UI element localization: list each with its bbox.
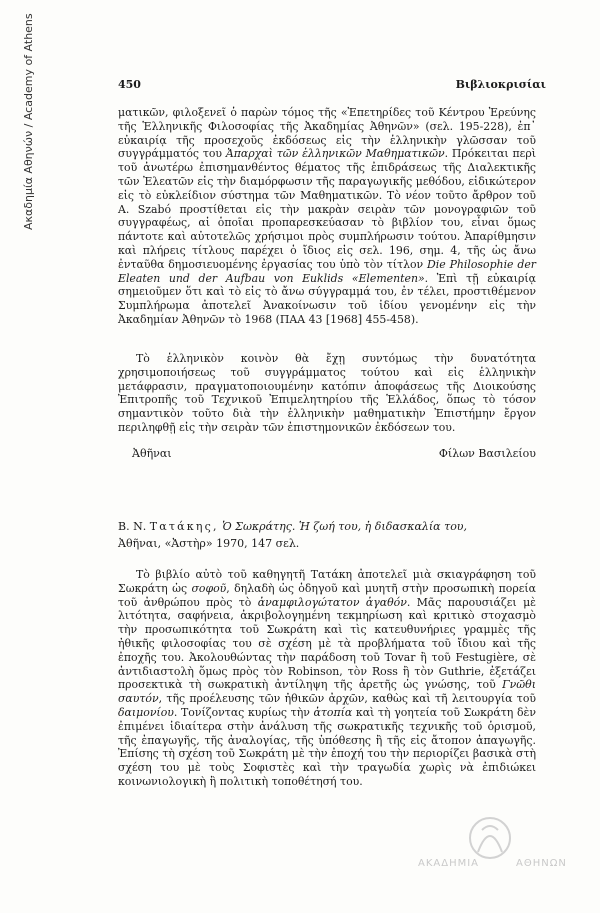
text-run: καὶ τὴ γοητεία τοῦ Σωκράτη δὲν ἐπιμένει ἰδιαίτερα στὴν ἀνάλυση τῆς σωκρατικῆς τεχνικῆς τοῦ ὁρισμοῦ, τῆς ἐπαγωγῆς, τῆς ἀναλογίας, τῆς ὑπόθεσης ἢ τῆς εἰς ἄτοπον ἀπαγωγῆς. Ἐπίσης τὴ σχέση τοῦ Σωκράτη μὲ τὴν ἐποχή του τὴν περιορίζει βασικὰ στὴ σχέση του μὲ τοὺς Σοφιστὲς καὶ τὴν τραγωδία χωρὶς νὰ ἐπιδιώκει κοινωνιολογικὴ ἢ πολιτικὴ τοποθέτησή του. — [118, 705, 536, 788]
review-heading — [118, 518, 536, 552]
text-run: ματικῶν, φιλοξενεῖ ὁ παρὼν τόμος τῆς «Ἐπετηρίδες τοῦ Κέντρου Ἐρεύνης τῆς Ἑλληνικῆς Φιλοσοφίας τῆς Ἀκαδημίας Ἀθηνῶν» (σελ. 195-228), ἐπ᾿ εὐκαιρίᾳ τῆς προσεχοῦς ἐκδόσεως εἰς τὴν ἑλληνικὴν γλῶσσαν τοῦ συγγράμματός του — [118, 106, 536, 161]
signature-place: Ἀθῆναι — [132, 447, 172, 460]
logo-text-left: ΑΚΑΔΗΜΙΑ — [418, 858, 480, 869]
text-run: . Ἐπὶ τῇ εὐκαιρίᾳ σημειοῦμεν ὅτι καὶ τὸ εἰς τὸ ἄνω σύγγραμμά του, ἐν τέλει, προστιθέμενον Συμπλήρωμα ἀποτελεῖ Ἀνακοίνωσιν τοῦ ἰδίου γενομένην εἰς τὴν Ἀκαδημίαν Ἀθηνῶν τὸ 1968 (ΠΑΑ 43 [1968] 455-458). — [118, 271, 536, 326]
book-title: Ὁ Σωκράτης. Ἡ ζωή του, ἡ διδασκαλία του, — [222, 520, 467, 533]
text-run: . Μᾶς παρουσιάζει μὲ λιτότητα, σαφήνεια, ἀκριβολογημένη τεκμηρίωση καὶ κριτικὸ στοχασμὸ τὴν προσωπικότητα τοῦ Σωκράτη καὶ τὶς κατευθυνήριες γραμμὲς τῆς ἠθικῆς φιλοσοφίας του σὲ σχέση μὲ τὰ προβλήματα τοῦ ἴδιου καὶ τῆς ἐποχῆς του. Ἀκολουθώντας τὴν παράδοση τοῦ Tovar ἢ τοῦ Festugière, σὲ ἀντιδιαστολὴ ὅμως πρὸς τὸν Robinson, τὸν Ross ἢ τὸν Guthrie, ἐξετάζει προσεκτικὰ τὴ σωκρατικὴ ἀντίληψη τῆς ἀρετῆς ὡς γνώσης, τοῦ — [118, 595, 536, 692]
italic-term: ἀτοπία — [313, 705, 353, 719]
book-imprint: Ἀθῆναι, «Ἀστὴρ» 1970, 147 σελ. — [118, 537, 300, 550]
signature-line — [132, 447, 536, 460]
review-paragraph-1 — [118, 106, 536, 327]
italic-title: Ἀπαρχαὶ τῶν ἑλληνικῶν Μαθηματικῶν — [225, 147, 445, 161]
signature-author: Φίλων Βασιλείου — [438, 447, 536, 460]
review-paragraph-2 — [118, 352, 536, 435]
paragraph-text: Τὸ ἑλληνικὸν κοινὸν θὰ ἔχῃ συντόμως τὴν δυνατότητα χρησιμοποιήσεως τοῦ συγγράμματος τούτου καὶ εἰς ἑλληνικὴν μετάφρασιν, πραγματοποιουμένην κατόπιν ἀποφάσεως τῆς Διοικούσης Ἐπιτροπῆς τοῦ Τεχνικοῦ Ἐπιμελητηρίου τῆς Ἑλλάδος, ὅπως τὸ τόσον σημαντικὸν τοῦτο διὰ τὴν ἑλληνικὴν μαθηματικὴν Ἐπιστήμην ἔργον περιληφθῇ εἰς τὴν σειρὰν τῶν ἐπιστημονικῶν ἐκδόσεων του. — [118, 352, 536, 434]
running-head: Βιβλιοκρισίαι — [455, 78, 546, 91]
author-initials: Β. Ν. — [118, 520, 147, 533]
text-run: , δηλαδὴ ὡς ὁδηγοῦ καὶ μυητῆ στὴν προσωπικὴ πορεία τοῦ ἀνθρώπου πρὸς τὸ — [118, 581, 536, 609]
author-surname: Τατάκης, — [149, 520, 219, 533]
logo-text-right: ΑΘΗΝΩΝ — [516, 858, 567, 869]
page-number: 450 — [118, 78, 141, 91]
italic-title: Die Philosophie der Eleaten und der Aufbau von Euklids «Elementen» — [118, 257, 536, 285]
italic-term: σοφοῦ — [191, 581, 227, 595]
side-watermark: Ακαδημία Αθηνών / Academy of Athens — [22, 13, 35, 230]
italic-term: ἀναμφιλογώτατον ἀγαθόν — [257, 595, 407, 609]
text-run: . Τονίζοντας κυρίως τὴν — [173, 705, 314, 719]
review-body — [118, 568, 536, 789]
italic-term: Γνῶθι σαυτόν — [118, 678, 536, 706]
text-run: , τῆς προέλευσης τῶν ἠθικῶν ἀρχῶν, καθὼς καὶ τῆ λειτουργία τοῦ — [158, 692, 536, 706]
text-run: Τὸ βιβλίο αὐτὸ τοῦ καθηγητῆ Τατάκη ἀποτελεῖ μιὰ σκιαγράφηση τοῦ Σωκράτη ὡς — [118, 568, 536, 595]
italic-term: δαιμονίου — [118, 705, 174, 719]
text-run: . Πρόκειται περὶ τοῦ ἀνωτέρω ἐπισημανθέντος θέματος τῆς ἐπιδράσεως τῆς Διαλεκτικῆς τῶν Ἐλεατῶν εἰς τὴν διαμόρφωσιν τῆς παραγωγικῆς μεθόδου, εἰδικώτερον εἰς τὸ εὐκλείδιον σύστημα τῶν Μαθηματικῶν. Τὸ νέον τοῦτο ἄρθρον τοῦ A. Szabó προστίθεται εἰς τὴν μακρὰν σειρὰν τῶν μονογραφιῶν τοῦ συγγραφέως, αἱ ὁποῖαι προπαρεσκεύασαν τὸ βιβλίον του, εἶναι ὅμως πάντοτε καὶ αὐτοτελῶς χρήσιμοι πρὸς συμπλήρωσιν τούτου. Ἀπαρίθμησιν καὶ πλήρεις τίτλους παρέχει ὁ ἴδιος εἰς σελ. 196, σημ. 4, τῆς ὡς ἄνω ἐνταῦθα δημοσιευομένης ἐργασίας του ὑπὸ τὸν τίτλον — [118, 147, 536, 271]
